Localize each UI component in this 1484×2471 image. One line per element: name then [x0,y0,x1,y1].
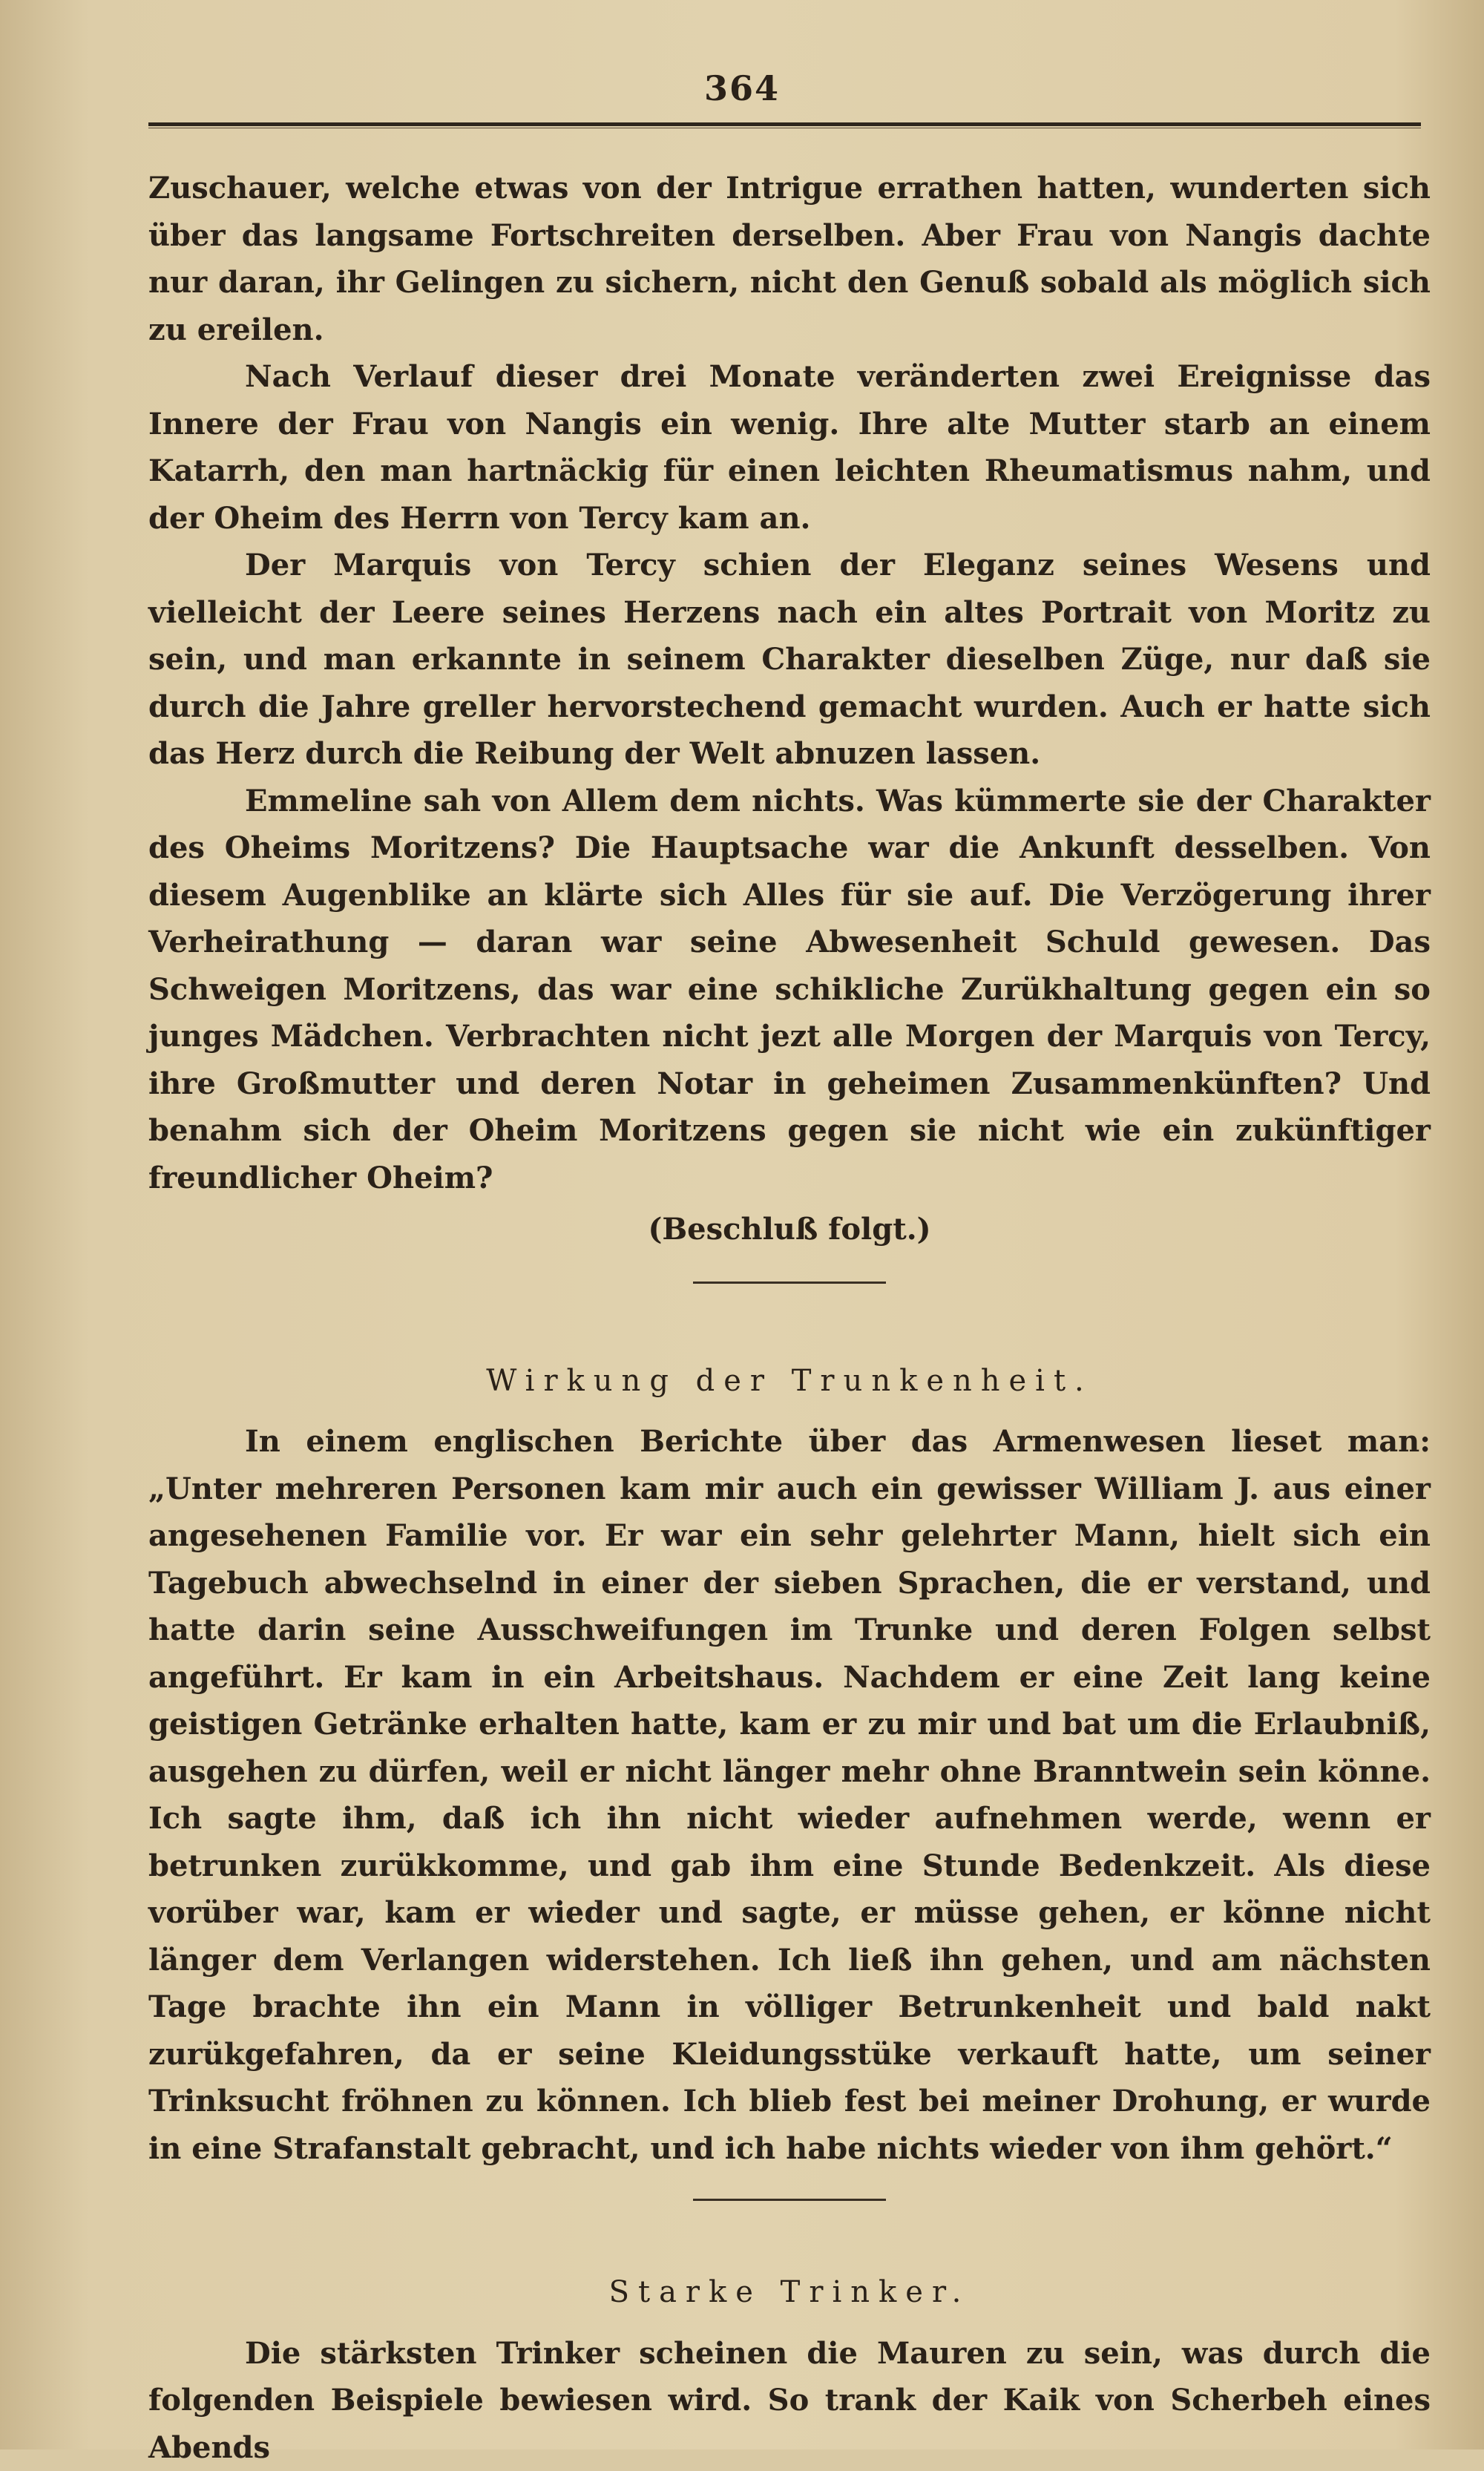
section-divider [693,2199,886,2201]
section-title: Starke Trinker. [148,2269,1431,2317]
paragraph: In einem englischen Berichte über das Armenwesen lieset man: „Unter mehreren Personen kam mir auch ein gewisser William J. aus einer angesehenen Familie vor. Er war ein sehr gelehrter Mann, hielt sich ein Tagebuch abwechselnd in einer der sieben Sprachen, die er verstand, und hatte darin seine Ausschweifungen im Trunke und deren Folgen selbst angeführt. Er kam in ein Arbeitshaus. Nachdem er eine Zeit lang keine geistigen Getränke erhalten hatte, kam er zu mir und bat um die Erlaubniß, ausgehen zu dürfen, weil er nicht länger mehr ohne Branntwein sein könne. Ich sagte ihm, daß ich ihn nicht wieder aufnehmen werde, wenn er betrunken zurükkomme, und gab ihm eine Stunde Bedenkzeit. Als diese vorüber war, kam er wieder und sagte, er müsse gehen, er könne nicht länger dem Verlangen widerstehen. Ich ließ ihn gehen, und am nächsten Tage brachte ihn ein Mann in völliger Betrunkenheit und bald nakt zurükgefahren, da er seine Kleidungsstüke verkauft hatte, um seiner Trinksucht fröhnen zu können. Ich blieb fest bei meiner Drohung, er wurde in eine Strafanstalt gebracht, und ich habe nichts wieder von ihm gehört.“ [148,1418,1431,2172]
paragraph: Emmeline sah von Allem dem nichts. Was kümmerte sie der Charakter des Oheims Moritzens? Die Hauptsache war die Ankunft desselben. Von diesem Augenblike an klärte sich Alles für sie auf. Die Verzögerung ihrer Verheirathung — daran war seine Abwesenheit Schuld gewesen. Das Schweigen Moritzens, das war eine schikliche Zurükhaltung gegen ein so junges Mädchen. Verbrachten nicht jezt alle Morgen der Marquis von Tercy, ihre Großmutter und deren Notar in geheimen Zusammenkünften? Und benahm sich der Oheim Moritzens gegen sie nicht wie ein zukünftiger freundlicher Oheim? [148,778,1431,1202]
paragraph: Die stärksten Trinker scheinen die Mauren zu sein, was durch die folgenden Beispiele bewiesen wird. So trank der Kaik von Scherbeh eines Abends [148,2330,1431,2471]
paragraph: Zuschauer, welche etwas von der Intrigue errathen hatten, wunderten sich über das langsame Fortschreiten derselben. Aber Frau von Nangis dachte nur daran, ihr Gelingen zu sichern, nicht den Genuß sobald als möglich sich zu ereilen. [148,165,1431,353]
paragraph: Nach Verlauf dieser drei Monate veränderten zwei Ereignisse das Innere der Frau von Nangis ein wenig. Ihre alte Mutter starb an einem Katarrh, den man hartnäckig für einen leichten Rheumatismus nahm, und der Oheim des Herrn von Tercy kam an. [148,353,1431,542]
to-be-continued-note: (Beschluß folgt.) [148,1206,1431,1253]
section-title: Wirkung der Trunkenheit. [148,1358,1431,1405]
section-divider [693,1282,886,1284]
paragraph: Der Marquis von Tercy schien der Eleganz seines Wesens und vielleicht der Leere seines Herzens nach ein altes Portrait von Moritz zu sein, und man erkannte in seinem Charakter dieselben Züge, nur daß sie durch die Jahre greller hervorstechend gemacht wurden. Auch er hatte sich das Herz durch die Reibung der Welt abnuzen lassen. [148,542,1431,778]
header-rule [148,122,1421,128]
body-text [148,165,1431,2471]
page-number: 364 [0,68,1484,108]
